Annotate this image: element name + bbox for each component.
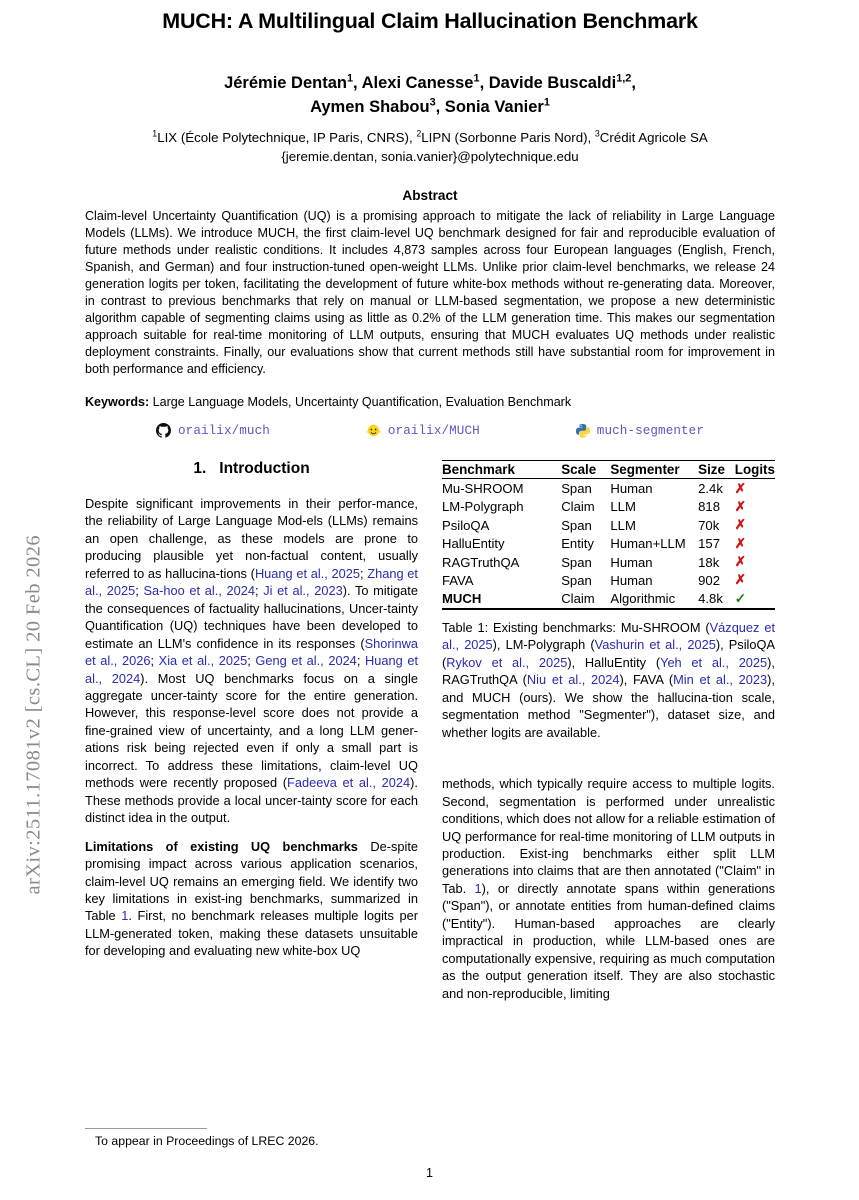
column-header-benchmark: Benchmark bbox=[442, 462, 515, 478]
resource-badges bbox=[85, 423, 775, 438]
python-badge-label: much-segmenter bbox=[596, 423, 704, 438]
page-number: 1 bbox=[425, 1166, 433, 1180]
citation-sahoo-2024[interactable]: Sa-hoo et al., 2024 bbox=[143, 583, 255, 599]
cap-t1: Existing benchmarks: Mu-SHROOM ( bbox=[488, 620, 710, 635]
citation-xia-2025[interactable]: Xia et al., 2025 bbox=[158, 653, 248, 669]
intro-text-c: ). Most UQ benchmarks focus on a single aggregate uncer-tainty score for the entire generation. However, this response-level score does not provide a fine-grained view of uncertainty, and a long LLM gener-ations risk being rejected even if only a small part is incorrect. To address these limitations, claim-level UQ methods were recently proposed ( bbox=[85, 670, 418, 791]
paragraph-limitations bbox=[85, 838, 418, 960]
cell-benchmark: HalluEntity bbox=[442, 536, 505, 552]
citation-yeh-2025[interactable]: Yeh et al., 2025 bbox=[660, 654, 768, 670]
github-icon bbox=[156, 423, 171, 438]
cell-scale: Span bbox=[561, 572, 592, 588]
section-heading bbox=[85, 460, 418, 478]
column-header-segmenter: Segmenter bbox=[610, 462, 680, 478]
page-title: MUCH: A Multilingual Claim Hallucination Benchmark bbox=[162, 9, 698, 33]
benchmarks-table bbox=[442, 460, 775, 610]
cell-size: 2.4k bbox=[698, 481, 723, 497]
cross-icon: ✗ bbox=[734, 517, 747, 533]
table-caption-label: Table 1: bbox=[442, 620, 489, 635]
table-body bbox=[442, 479, 775, 609]
cap-t2: ), LM-Polygraph ( bbox=[492, 637, 595, 653]
github-badge-label: orailix/much bbox=[178, 423, 270, 438]
cross-icon: ✗ bbox=[734, 554, 747, 570]
column-header-scale: Scale bbox=[561, 462, 597, 478]
intro-text-b: ). To mitigate the consequences of factuality hallucinations, Uncer-tainty Quantification (UQ) techniques have been developed to estimate an LLM's confidence in its responses ( bbox=[85, 583, 418, 651]
citation-min-2023[interactable]: Min et al., 2023 bbox=[673, 672, 768, 688]
table-row bbox=[442, 553, 775, 571]
cell-size: 818 bbox=[698, 499, 720, 515]
cell-segmenter: LLM bbox=[610, 517, 636, 533]
citation-ji-2023[interactable]: Ji et al., 2023 bbox=[263, 583, 343, 599]
author-line-2: Aymen Shabou$^3$, Sonia Vanier$^1$ bbox=[310, 96, 550, 116]
cell-benchmark: LM-Polygraph bbox=[442, 499, 524, 515]
table-header-row bbox=[442, 461, 775, 479]
arxiv-stamp: arXiv:2511.17081v2 [cs.CL] 20 Feb 2026 bbox=[22, 535, 45, 895]
right-column bbox=[442, 460, 775, 1002]
cell-scale: Span bbox=[561, 481, 592, 497]
citation-fadeeva-2024[interactable]: Fadeeva et al., 2024 bbox=[287, 775, 411, 791]
affiliation-block bbox=[85, 128, 775, 167]
cross-icon: ✗ bbox=[734, 480, 747, 496]
table-reference-1[interactable]: 1 bbox=[121, 908, 129, 924]
sep: ; bbox=[135, 583, 144, 599]
cap-t4: ), HalluEntity ( bbox=[567, 654, 661, 670]
table-row bbox=[442, 535, 775, 553]
limitations-text-a: De-spite promising impact across various application scenarios, claim-level UQ remains an emerging field. We identify two key limitations in exist-ing benchmarks, summarized in Table bbox=[85, 838, 419, 924]
sep: ; bbox=[254, 583, 264, 599]
python-badge[interactable] bbox=[576, 423, 704, 438]
table-reference-2[interactable]: 1 bbox=[474, 880, 482, 896]
abstract-body: Claim-level Uncertainty Quantification (UQ) is a promising approach to mitigate the lack of reliability in Large Language Models (LLMs). We introduce MUCH, the first claim-level UQ benchmark designed for fair and reproducible evaluation of future methods under realistic conditions. It includes 4,873 samples across four European languages (English, French, Spanish, and German) and four instruction-tuned open-weight LLMs. Unlike prior claim-level benchmarks, we release 24 generation logits per token, facilitating the development of future white-box methods without re-generating data. Moreover, in contrast to previous benchmarks that rely on manual or LLM-based segmentation, we propose a new deterministic algorithm capable of segmenting claims using as little as 0.2% of the LLM generation time. This makes our segmentation approach suitable for real-time monitoring of LLM outputs, ensuring that MUCH evaluates UQ methods under realistic deployment constraints. Finally, our evaluations show that current methods still have substantial room for improvement in both performance and efficiency. bbox=[85, 209, 775, 377]
affiliation-line: $^1$LIX (École Polytechnique, IP Paris, CNRS), $^2$LIPN (Sorbonne Paris Nord), $^3$Crédit Agricole SA bbox=[152, 128, 708, 145]
cell-benchmark: PsiloQA bbox=[442, 517, 490, 533]
cap-t6: ), FAVA ( bbox=[619, 672, 674, 688]
paragraph-intro: Despite significant improvements in their perfor-mance, the reliability of Large Language Mod-els (LLMs) remains an open challenge, as these models are prone to producing plausible yet non-factual content, usually referred to as hallucina-tions (Huang et al., 2025; Zhang et al., 2025; Sa-hoo et al., 2024; Ji et al., 2023). To mitigate the consequences of factuality hallucinations, Uncer-tainty Quantification (UQ) techniques have been developed to estimate an LLM's confidence in its responses (Shorinwa et al., 2026; Xia et al., 2025; Geng et al., 2024; Huang et al., 2024). Most UQ benchmarks focus on a single aggregate uncer-tainty score for the entire generation. However, this response-level score does not provide a fine-grained view of uncertainty, and a long LLM gener-ations risk being rejected even if only a small part is incorrect. To address these limitations, claim-level UQ methods were recently proposed (Fadeeva et al., 2024). These methods provide a local uncer-tainty score for each distinct idea in the output. bbox=[85, 496, 419, 826]
footnote-block bbox=[85, 1128, 418, 1150]
citation-rykov-2025[interactable]: Rykov et al., 2025 bbox=[446, 654, 568, 670]
citation-huang-2025[interactable]: Huang et al., 2025 bbox=[254, 565, 361, 581]
cell-segmenter: Algorithmic bbox=[610, 591, 676, 607]
huggingface-badge[interactable] bbox=[366, 423, 480, 438]
cell-segmenter: Human bbox=[610, 572, 653, 588]
cell-benchmark: MUCH bbox=[442, 591, 482, 607]
citation-shorinwa-2026[interactable]: Shorinwa et al., 2026 bbox=[85, 635, 418, 669]
cell-size: 4.8k bbox=[698, 591, 723, 607]
cell-size: 18k bbox=[698, 554, 720, 570]
limitations-text-b: . First, no benchmark releases multiple logits per LLM-generated token, making these datasets unsuitable for developing and evaluating new white-box UQ bbox=[85, 908, 418, 959]
section-title: Introduction bbox=[219, 460, 310, 477]
citation-zhang-2025[interactable]: Zhang et al., 2025 bbox=[85, 565, 418, 599]
cell-scale: Claim bbox=[561, 499, 595, 515]
cell-segmenter: Human bbox=[610, 554, 653, 570]
huggingface-badge-label: orailix/MUCH bbox=[387, 423, 480, 438]
footnote-rule bbox=[85, 1128, 207, 1129]
citation-huang-2024[interactable]: Huang et al., 2024 bbox=[85, 653, 419, 686]
table-row bbox=[442, 479, 775, 498]
cell-scale: Entity bbox=[561, 536, 594, 552]
cross-icon: ✗ bbox=[734, 535, 747, 551]
cell-segmenter: Human bbox=[610, 481, 653, 497]
contact-email: {jeremie.dentan, sonia.vanier}@polytechnique.edu bbox=[281, 148, 579, 164]
cross-icon: ✗ bbox=[734, 572, 747, 588]
intro-text-a: Despite significant improvements in their perfor-mance, the reliability of Large Language Mod-els (LLMs) remains an open challenge, as these models are prone to producing plausible yet non-factual content, usually referred to as hallucina-tions ( bbox=[85, 496, 418, 581]
body-columns bbox=[85, 460, 775, 1002]
author-line-1: Jérémie Dentan$^1$, Alexi Canesse$^1$, Davide Buscaldi$^{1,2}$, bbox=[224, 72, 636, 92]
citation-geng-2024[interactable]: Geng et al., 2024 bbox=[255, 653, 357, 669]
sep: ; bbox=[360, 565, 368, 581]
cell-scale: Span bbox=[561, 517, 592, 533]
citation-vashurin-2025[interactable]: Vashurin et al., 2025 bbox=[594, 637, 716, 653]
citation-vazquez-2025[interactable]: Vázquez et al., 2025 bbox=[442, 620, 775, 653]
cell-scale: Claim bbox=[561, 591, 595, 607]
table-row bbox=[442, 516, 775, 534]
cross-icon: ✗ bbox=[734, 498, 747, 514]
cap-t7: ), and MUCH (ours). We show the hallucina-tion scale, segmentation method "Segmenter"), dataset size, and whether logits are available. bbox=[442, 672, 775, 740]
abstract-heading: Abstract bbox=[402, 188, 458, 204]
methods-text-b: ), or directly annotate spans within generations ("Span"), or annotate entities from human-defined claims ("Entity"). Human-based approaches are clearly impractical in production, while LLM-based ones are computationally expensive, requiring as much computation as the output generation itself. They are also stochastic and non-reproducible, limiting bbox=[442, 880, 775, 1001]
footnote-text: To appear in Proceedings of LREC 2026. bbox=[95, 1134, 319, 1148]
table-caption bbox=[442, 619, 775, 741]
author-list bbox=[85, 72, 775, 120]
check-icon: ✓ bbox=[734, 590, 747, 606]
python-icon bbox=[576, 423, 590, 438]
intro-text-d: ). These methods provide a local uncer-tainty score for each distinct idea in the output. bbox=[85, 775, 418, 826]
cell-size: 902 bbox=[698, 572, 720, 588]
table-1-block bbox=[442, 460, 775, 741]
cell-benchmark: Mu-SHROOM bbox=[442, 481, 524, 497]
cell-size: 70k bbox=[698, 517, 720, 533]
table-row bbox=[442, 571, 775, 589]
keywords-line bbox=[85, 394, 775, 411]
cell-scale: Span bbox=[561, 554, 592, 570]
keywords-value: Large Language Models, Uncertainty Quantification, Evaluation Benchmark bbox=[152, 395, 572, 410]
left-column bbox=[85, 460, 418, 1002]
cap-t3: ), PsiloQA ( bbox=[442, 637, 775, 670]
keywords-label: Keywords: bbox=[85, 395, 150, 410]
paragraph-methods bbox=[442, 775, 775, 1002]
column-header-size: Size bbox=[698, 462, 725, 478]
cell-benchmark: RAGTruthQA bbox=[442, 554, 520, 570]
github-badge[interactable] bbox=[156, 423, 270, 438]
column-header-logits: Logits bbox=[734, 462, 775, 478]
huggingface-icon bbox=[366, 423, 381, 438]
paper-header bbox=[85, 0, 775, 438]
cell-size: 157 bbox=[698, 536, 720, 552]
cap-t5: ), RAGTruthQA ( bbox=[442, 654, 775, 688]
methods-text-a: methods, which typically require access to multiple logits. Second, segmentation is performed under unrealistic conditions, which does not allow for a reliable estimation of UQ performance for real-time monitoring of LLM outputs in production. Exist-ing benchmarks either split LLM generations into claims that are then annotated ("Claim" in Tab. bbox=[442, 776, 775, 896]
cell-segmenter: LLM bbox=[610, 499, 636, 515]
cell-segmenter: Human+LLM bbox=[610, 536, 686, 552]
table-row bbox=[442, 590, 775, 609]
table-row bbox=[442, 498, 775, 516]
citation-niu-2024[interactable]: Niu et al., 2024 bbox=[526, 672, 620, 688]
paragraph-runin-heading: Limitations of existing UQ benchmarks bbox=[85, 838, 358, 854]
section-number: 1. bbox=[193, 460, 207, 477]
cell-benchmark: FAVA bbox=[442, 572, 474, 588]
